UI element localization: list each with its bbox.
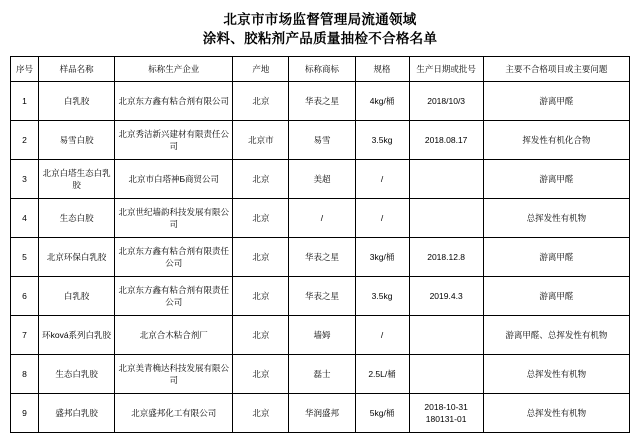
cell-issue: 游离甲醛、总挥发性有机物 xyxy=(483,316,629,355)
cell-brand: / xyxy=(289,199,355,238)
cell-brand: 墙姆 xyxy=(289,316,355,355)
cell-producer: 北京东方鑫有粘合剂有限公司 xyxy=(115,82,233,121)
cell-issue: 游离甲醛 xyxy=(483,160,629,199)
cell-brand: 美超 xyxy=(289,160,355,199)
cell-brand: 易雪 xyxy=(289,121,355,160)
column-header-brand: 标称商标 xyxy=(289,57,355,82)
cell-origin: 北京 xyxy=(233,238,289,277)
cell-brand: 华表之星 xyxy=(289,277,355,316)
cell-issue: 游离甲醛 xyxy=(483,277,629,316)
cell-date xyxy=(409,316,483,355)
column-header-sample-name: 样品名称 xyxy=(39,57,115,82)
cell-spec: 3.5kg xyxy=(355,121,409,160)
cell-sample-name: 环ková系列白乳胶 xyxy=(39,316,115,355)
cell-sample-name: 生态白胶 xyxy=(39,199,115,238)
cell-sample-name: 盛邦白乳胶 xyxy=(39,394,115,433)
cell-producer: 北京秀洁新兴建材有限责任公司 xyxy=(115,121,233,160)
cell-date xyxy=(409,355,483,394)
cell-issue: 总挥发性有机物 xyxy=(483,355,629,394)
cell-producer: 北京东方鑫有粘合剂有限责任公司 xyxy=(115,238,233,277)
table-row xyxy=(11,316,630,355)
cell-producer: 北京盛邦化工有限公司 xyxy=(115,394,233,433)
column-header-spec: 规格 xyxy=(355,57,409,82)
cell-spec: 5kg/桶 xyxy=(355,394,409,433)
table-row xyxy=(11,394,630,433)
cell-origin: 北京 xyxy=(233,160,289,199)
cell-spec: / xyxy=(355,316,409,355)
table-row xyxy=(11,82,630,121)
cell-spec: 3.5kg xyxy=(355,277,409,316)
cell-date: 2018-10-31 180131-01 xyxy=(409,394,483,433)
cell-producer: 北京市白塔神Б商贸公司 xyxy=(115,160,233,199)
cell-origin: 北京 xyxy=(233,82,289,121)
table-row xyxy=(11,199,630,238)
cell-origin: 北京 xyxy=(233,199,289,238)
cell-origin: 北京市 xyxy=(233,121,289,160)
cell-date: 2018/10/3 xyxy=(409,82,483,121)
page-title-line-2: 涂料、胶粘剂产品质量抽检不合格名单 xyxy=(202,31,438,46)
cell-producer: 北京合木粘合剂厂 xyxy=(115,316,233,355)
cell-date: 2018.08.17 xyxy=(409,121,483,160)
cell-sample-name: 北京环保白乳胶 xyxy=(39,238,115,277)
cell-brand: 华润盛邦 xyxy=(289,394,355,433)
column-header-no: 序号 xyxy=(11,57,39,82)
cell-no: 3 xyxy=(11,160,39,199)
cell-producer: 北京美青桷达科技发展有限公司 xyxy=(115,355,233,394)
cell-no: 1 xyxy=(11,82,39,121)
cell-sample-name: 生态白乳胶 xyxy=(39,355,115,394)
column-header-issue: 主要不合格项目或主要问题 xyxy=(483,57,629,82)
table-header-row xyxy=(11,57,630,82)
cell-brand: 华表之星 xyxy=(289,82,355,121)
cell-sample-name: 白乳胶 xyxy=(39,277,115,316)
cell-no: 2 xyxy=(11,121,39,160)
cell-no: 8 xyxy=(11,355,39,394)
cell-no: 5 xyxy=(11,238,39,277)
cell-spec: 4kg/桶 xyxy=(355,82,409,121)
cell-sample-name: 易雪白胶 xyxy=(39,121,115,160)
cell-issue: 游离甲醛 xyxy=(483,82,629,121)
cell-spec: 3kg/桶 xyxy=(355,238,409,277)
cell-brand: 磊士 xyxy=(289,355,355,394)
cell-origin: 北京 xyxy=(233,394,289,433)
cell-spec: / xyxy=(355,160,409,199)
cell-no: 6 xyxy=(11,277,39,316)
cell-issue: 总挥发性有机物 xyxy=(483,199,629,238)
cell-issue: 挥发性有机化合物 xyxy=(483,121,629,160)
cell-producer: 北京世纪墙韵科技发展有限公司 xyxy=(115,199,233,238)
table-row xyxy=(11,277,630,316)
table-row xyxy=(11,355,630,394)
cell-sample-name: 白乳胶 xyxy=(39,82,115,121)
column-header-origin: 产地 xyxy=(233,57,289,82)
cell-date: 2018.12.8 xyxy=(409,238,483,277)
cell-issue: 总挥发性有机物 xyxy=(483,394,629,433)
cell-spec: 2.5L/桶 xyxy=(355,355,409,394)
table-row xyxy=(11,238,630,277)
cell-sample-name: 北京白塔生态白乳胶 xyxy=(39,160,115,199)
page-title xyxy=(10,10,630,48)
cell-date xyxy=(409,160,483,199)
cell-origin: 北京 xyxy=(233,277,289,316)
cell-origin: 北京 xyxy=(233,355,289,394)
page-title-line-1: 北京市市场监督管理局流通领域 xyxy=(223,12,417,27)
table-row xyxy=(11,121,630,160)
cell-date xyxy=(409,199,483,238)
cell-no: 7 xyxy=(11,316,39,355)
column-header-producer: 标称生产企业 xyxy=(115,57,233,82)
cell-no: 4 xyxy=(11,199,39,238)
cell-origin: 北京 xyxy=(233,316,289,355)
inspection-results-table xyxy=(10,56,630,433)
cell-issue: 游离甲醛 xyxy=(483,238,629,277)
cell-producer: 北京东方鑫有粘合剂有限责任公司 xyxy=(115,277,233,316)
cell-brand: 华表之星 xyxy=(289,238,355,277)
table-row xyxy=(11,160,630,199)
cell-spec: / xyxy=(355,199,409,238)
cell-date: 2019.4.3 xyxy=(409,277,483,316)
column-header-date: 生产日期或批号 xyxy=(409,57,483,82)
cell-no: 9 xyxy=(11,394,39,433)
